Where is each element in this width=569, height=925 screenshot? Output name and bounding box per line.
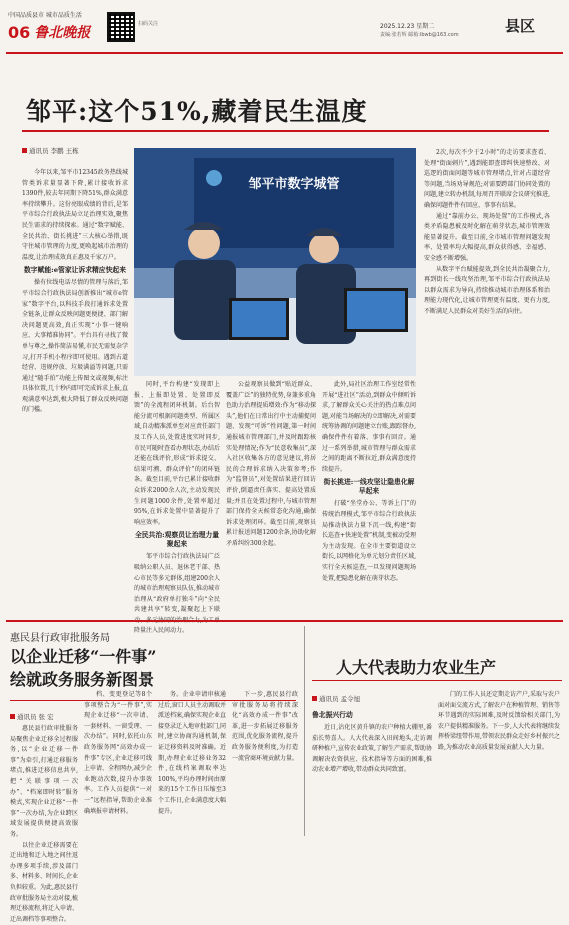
- paragraph: 门的工作人员还定期走访产户,采取与农户面对面交流方式,了解农户在种植管理、销售等环节遇到的实际困难,及时反馈给相关部门,为农户提供精准服务。下一步,人大代表将继续发挥桥梁纽带作用,带领农民群众走好乡村振兴之路,为推动农业高质量发展贡献人大力量。: [438, 691, 560, 751]
- qr-code-icon: [107, 12, 135, 42]
- title-rule: [22, 130, 549, 132]
- paragraph: 以往企业迁移需要在迁出地和迁入地之间往返办理多项手续,涉及部门多、材料多、时间长,企业负担较重。为此,惠民县行政审批服务局主动对接,梳理迁移流程,将迁入申请、迁出调档等事项整合。: [10, 841, 78, 923]
- paragraph: 惠民县行政审批服务局聚焦企业迁移全过程服务,以“企业迁移一件事”为牵引,打通迁移服务堵点,推进迁移信息共享,把“关联事项一次办”、“档案即时转”服务模式,实现企业迁移“一件事”一次办结,为企业跨区域发展提供便捷高效服务。: [10, 725, 78, 838]
- subheading: 街长挑进:一线攻坚让隐患化解早起来: [323, 478, 415, 496]
- paragraph: 今年以来,邹平市12345政务热线城管类诉求量显著下降,累计接收诉求1390件,较去年同期下降51%,群众满意率持续攀升。这份亮眼成绩的背后,是邹平市综合行政执法局立足治理实效,聚焦民生需求的持续探索。通过“数字赋能、全民共治、街长挑进”三大核心举措,既守住城市管理的力度,更唤起城市治理的温度,让治理成效真正惠及千家万户。: [22, 169, 128, 261]
- paragraph: 操有位线电话尽情的管理与落后,邹平市综合行政执法局创新推出“城市e管家”数字平台,以科技手段打通诉求处置全链条,让群众反映问题更便捷、部门解决问题更高效,真正实现“小事一键响应、大事精准协同”。平台具有寻找了微单与尊之,操作简洁易懂,市民无需复杂学习,打开手机小程序即可使用。遇到占道经营、违规停放、垃圾满溢等问题,只需通过“随手拍”功能上传图文或视频,标注具体位置,几十秒内即可完成诉求上报,直观满意率达到,极大降低了群众反映问题的门槛。: [22, 279, 128, 414]
- article-column-4: [232, 690, 298, 834]
- article-byline: 通讯员 孟令旭: [312, 694, 360, 703]
- paragraph: 通过“靠前办公、现场处置”的工作模式,各类矛盾隐患被及时化解在萌芽状态,城市管理效能显著提升。截至目前,全市城市管理问题发现率、处置率均大幅提高,群众获得感、幸福感、安全感不断增强。: [424, 212, 550, 262]
- paragraph: 公益观察员做到“贴近群众、覆盖广泛”的独特优势,身兼多重角色助力治理提质增效:作为“移动探头”,他们在日常出行中主动捕捉问题、发现“可诉”性问题,第一时间通报城市管理部门,并及时跟踪核实处理情况;作为“民意收集员”,深入社区收集各方的意见建议,将居民的合理诉求纳入决策参考;作为“监督员”,对处置结果进行回访评价,倒逼责任落实、提高处置质量;并且在处置过程中,与城市管理部门保持全天候常态化沟通,确保诉求处理闭环。截至目前,观察员累计报送问题1200余条,协助化解矛盾纠纷300余起。: [226, 381, 316, 547]
- title-rule: [312, 680, 562, 681]
- paragraph: 此外,局社区治理工作室经常性开展“进社区”活动,到群众中倾听诉求,了解群众关心关注的热点难点问题,对能当场解决的立即解决,对需要统筹协调的问题建立台账,跟踪督办,确保件件有着落、事事有回音。通过一系列举措,城市管理与群众需求之间的距离不断拉近,群众满意度持续提升。: [322, 381, 416, 473]
- article-byline: 通讯员 张 宏: [10, 712, 54, 721]
- subheading: 鲁北振兴行动: [312, 711, 353, 719]
- article-column-3: [226, 380, 316, 620]
- column-divider: [304, 626, 305, 836]
- article-column-4: [322, 380, 416, 620]
- paragraph: 同时,平台构建“发现即上报、上报即处置、处置即反馈”的全流程闭环机制。后台智能分流可根据问题类型、所属区域,自动精准派单至对应责任部门及工作人员,处置进度实时同步,市民可随时查看办理状态,办结后还能在线评价,形成“诉求提交、结果可溯、群众评价”的闭环链条。截至目前,平台已累计接收群众诉求2000余人次,主动发现民生问题1000余件,处置率超过95%,在诉求处置中显著提升了响应效率。: [134, 381, 220, 526]
- article-byline: 通讯员 李鹏 王栋: [22, 146, 79, 155]
- screen-caption: 邹平市数字城管: [248, 177, 340, 192]
- article-column-2: [134, 380, 220, 635]
- paragraph: 从数字平台赋能提效,到全民共治凝聚合力,再到街长一线攻坚治理,邹平市综合行政执法局以群众需求为导向,持续推动城市治理体系和治理能力现代化,让城市管理更有温度、更有力度,不断满足人民群众对美好生活的向往。: [424, 265, 550, 315]
- article-photo: [134, 148, 416, 376]
- paragraph: 下一步,惠民县行政审批服务局将持续深化“高效办成一件事”改革,进一步拓展迁移服务范围,优化服务流程,提升政务服务便利度,为打造一流营商环境贡献力量。: [232, 691, 299, 762]
- subheading: 数字赋能:e管家让诉求精应快起来: [24, 266, 126, 275]
- paragraph: 档、变更登记等8个事项整合为“一件事”,实现企业迁移“一次申请、一套材料、一窗受理、一次办结”。同时,依托山东政务服务网“高效办成一件事”专区,企业迁移可线上申请、全程网办,减少企业跑动次数,提升办事效率。工作人员提供“一对一”远程指导,帮助企业准确填报申请材料。: [84, 691, 152, 815]
- article-column-5: [424, 148, 550, 620]
- paragraph: 2次,每次不少于2小时”的走访要求查看、处理“街面刺片”,遇到能即查即纠快速整改、对巡逻的街面问题等城市管理堵点,针对占道经营等问题,当场劝导规范;对需要跨部门协同处置的问题,建立转办机制,每周召开联席会议研究推进,确保问题件件有回应、事事有结果。: [424, 149, 550, 209]
- article-column-2: [438, 690, 560, 834]
- brand-tagline: 中国品质县市 城市品质生活: [8, 12, 82, 19]
- qr-label: 扫码关注: [138, 21, 159, 27]
- article-column-1: [312, 708, 432, 834]
- article-title: 邹平:这个51%,藏着民生温度: [26, 97, 368, 126]
- article-title-line: 绘就政务服务新图景: [10, 670, 155, 689]
- page-number: 06: [8, 22, 31, 42]
- issue-date: 2025.12.23 星期二: [380, 23, 435, 30]
- article-title-line: 惠民县行政审批服务局: [10, 633, 110, 644]
- header-rule: [6, 52, 563, 54]
- paragraph: 务。企业申请审核通过后,窗口人员主动调取并派送档案,确保实现企业直接登录迁入地审批部门,同时,建立协商沟通机制,保证迁移资料及时准确。近期,办理企业迁移业务32件,在线档案调取率达100%,平均办理时间由原来的15个工作日压缩至3个工作日,企业满意度大幅提升。: [158, 691, 226, 815]
- article-title: 人大代表助力农业生产: [336, 658, 497, 677]
- article-column-1: [10, 724, 78, 923]
- editor-info: 责编:张若辉 邮箱:lbwb@163.com: [380, 32, 459, 38]
- section-rule: [6, 620, 563, 622]
- section-label: 县区: [505, 17, 536, 35]
- article-column-3: [158, 690, 226, 834]
- article-title-line: 以企业迁移“一件事”: [10, 647, 157, 666]
- masthead: [8, 12, 96, 52]
- subheading: 全民共治:观察员让治理力量聚起来: [134, 531, 220, 549]
- newspaper-logo: 鲁北晚报: [34, 25, 91, 41]
- article-column-1: [22, 168, 128, 620]
- paragraph: 打破“坐堂办公、等诉上门”的传统治理模式,邹平市综合行政执法局推动执法力量下沉一线,构建“街长巡查+快速处置”机制,变被动受理为主动发现。在全市主要街道设立街长,以网格化为单元划分责任区域,实行全天候巡查,一旦发现问题现场处置,把隐患化解在萌芽状态。: [322, 500, 417, 582]
- paragraph: 近日,沾化区黄升镇的农户种植大棚里,番茄长势喜人。人大代表深入田间地头,走访调研种植户,宣传农业政策,了解生产需求,帮助协调解决农资供应、技术指导等方面的困难,推动农业增产增收,带动群众共同致富。: [312, 724, 432, 774]
- paragraph: 邹平市综合行政执法局广泛吸纳公职人员、退休老干部、热心市民等多元群体,组建200余人的城市治理观察员队伍,推动城市治理从“政府单打独斗”向“全民共建共享”转变,凝聚起上下联 降量注入民间动力。: [134, 553, 220, 635]
- article-column-2: [84, 690, 152, 834]
